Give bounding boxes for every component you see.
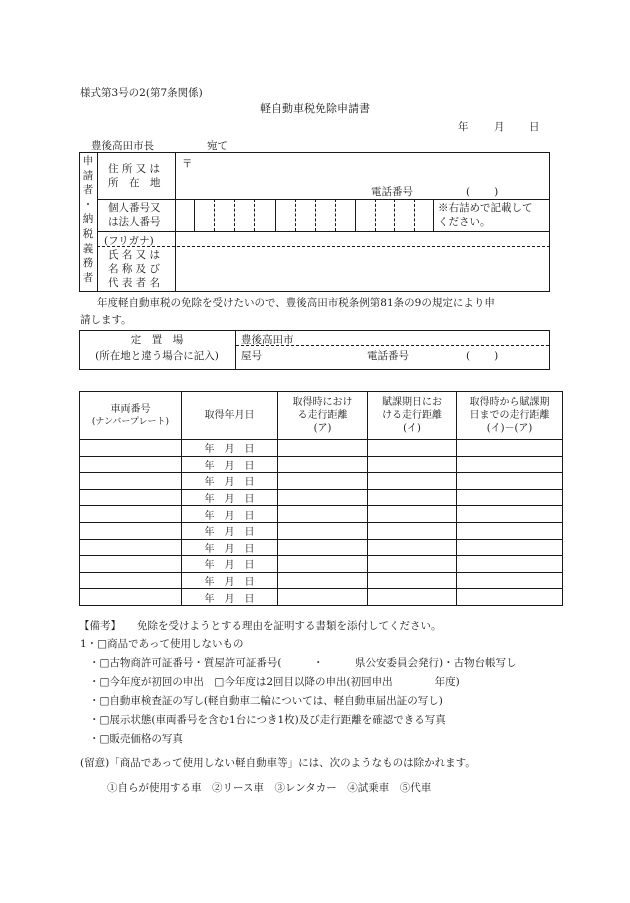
date-day-label: 日	[244, 477, 255, 489]
date-day-label: 日	[244, 510, 255, 522]
vehicle-number-cell[interactable]	[80, 473, 182, 490]
date-month-label: 月	[224, 560, 235, 572]
acquisition-date-cell[interactable]	[182, 506, 278, 523]
vehicle-number-cell[interactable]	[80, 440, 182, 457]
mileage-assessment-cell[interactable]	[368, 473, 457, 490]
mileage-acquisition-cell[interactable]	[278, 522, 368, 539]
remarks-bullet-3: ・□自動車検査証の写し(軽自動車二輪については、軽自動車届出証の写し)	[89, 695, 443, 707]
mileage-difference-cell[interactable]	[457, 522, 563, 539]
mileage-acquisition-cell[interactable]	[278, 440, 368, 457]
header-vehicle-number: 車両番号 (ナンバープレート)	[80, 392, 182, 440]
header-mileage-assessment: 賦課期日にお ける走行距離 (イ)	[368, 392, 457, 440]
vehicle-number-cell[interactable]	[80, 489, 182, 506]
remarks-bullet-4: ・□展示状態(車両番号を含む1台につき1枚)及び走行距離を確認できる写真	[89, 714, 446, 726]
id-number-label: 個人番号又 は法人番号	[108, 202, 161, 228]
vehicle-row	[80, 456, 563, 473]
mileage-acquisition-cell[interactable]	[278, 473, 368, 490]
vehicle-row	[80, 506, 563, 523]
mileage-assessment-cell[interactable]	[368, 556, 457, 573]
vehicle-row	[80, 539, 563, 556]
mileage-acquisition-cell[interactable]	[278, 539, 368, 556]
storage-phone-parens: ( )	[466, 350, 500, 362]
note-text: (留意)「商品であって使用しない軽自動車等」には、次のようなものは除かれます。	[80, 757, 476, 769]
acquisition-date-cell[interactable]	[182, 572, 278, 589]
date-day-label: 日	[244, 543, 255, 555]
date-month-label: 月	[224, 577, 235, 589]
storage-phone-label: 電話番号	[367, 350, 409, 362]
vehicle-number-cell[interactable]	[80, 506, 182, 523]
date-year-label: 年	[204, 543, 215, 555]
date-month-label: 月	[224, 477, 235, 489]
mileage-acquisition-cell[interactable]	[278, 556, 368, 573]
header-acquisition-date: 取得年月日	[182, 392, 278, 440]
date-year-label: 年	[458, 121, 469, 133]
date-day-label: 日	[244, 460, 255, 472]
date-day-label: 日	[244, 560, 255, 572]
remarks-item1: 1・□商品であって使用しないもの	[80, 638, 244, 650]
vehicle-row	[80, 473, 563, 490]
vehicle-number-cell[interactable]	[80, 539, 182, 556]
mileage-assessment-cell[interactable]	[368, 489, 457, 506]
mileage-assessment-cell[interactable]	[368, 440, 457, 457]
date-year-label: 年	[204, 577, 215, 589]
name-label: 氏 名 又 は 名 称 及 び 代 表 者 名	[108, 249, 161, 289]
mileage-acquisition-cell[interactable]	[278, 572, 368, 589]
request-text-line2: 請します。	[80, 314, 132, 326]
date-day-label: 日	[244, 494, 255, 506]
note-examples: ①自らが使用する車 ②リース車 ③レンタカー ④試乗車 ⑤代車	[107, 782, 432, 794]
applicant-phone-label: 電話番号	[371, 186, 413, 198]
mileage-difference-cell[interactable]	[457, 556, 563, 573]
mileage-acquisition-cell[interactable]	[278, 506, 368, 523]
date-year-label: 年	[204, 494, 215, 506]
vehicle-number-cell[interactable]	[80, 556, 182, 573]
acquisition-date-cell[interactable]	[182, 556, 278, 573]
date-day-label: 日	[529, 121, 540, 133]
document-title: 軽自動車税免除申請書	[260, 102, 370, 115]
acquisition-date-cell[interactable]	[182, 522, 278, 539]
mileage-assessment-cell[interactable]	[368, 506, 457, 523]
mileage-difference-cell[interactable]	[457, 572, 563, 589]
postal-mark: 〒	[182, 158, 193, 170]
date-day-label: 日	[244, 577, 255, 589]
storage-house-label: 屋号	[241, 350, 262, 362]
remarks-bullet-1: ・□古物商許可証番号・質屋許可証番号( ・ 県公安委員会発行)・古物台帳写し	[89, 657, 517, 669]
vehicle-row	[80, 556, 563, 573]
storage-label-main: 定 置 場	[130, 334, 184, 346]
date-month-label: 月	[224, 543, 235, 555]
mileage-difference-cell[interactable]	[457, 589, 563, 606]
vehicle-number-cell[interactable]	[80, 589, 182, 606]
date-day-label: 日	[244, 593, 255, 605]
vehicle-number-cell[interactable]	[80, 456, 182, 473]
applicant-phone-parens: ( )	[466, 186, 500, 198]
vehicle-row	[80, 489, 563, 506]
remarks-label: 【備考】	[79, 620, 121, 632]
acquisition-date-cell[interactable]	[182, 539, 278, 556]
header-mileage-acquisition: 取得時におけ る走行距離 (ア)	[278, 392, 368, 440]
mileage-acquisition-cell[interactable]	[278, 589, 368, 606]
form-number: 様式第3号の2(第7条関係)	[80, 87, 203, 99]
date-month-label: 月	[224, 460, 235, 472]
header-mileage-difference: 取得時から賦課期 日までの走行距離 (イ)－(ア)	[457, 392, 563, 440]
date-month-label: 月	[494, 121, 505, 133]
mileage-acquisition-cell[interactable]	[278, 489, 368, 506]
date-month-label: 月	[224, 593, 235, 605]
mileage-difference-cell[interactable]	[457, 539, 563, 556]
date-year-label: 年	[204, 510, 215, 522]
date-year-label: 年	[204, 593, 215, 605]
mileage-assessment-cell[interactable]	[368, 522, 457, 539]
mileage-difference-cell[interactable]	[457, 456, 563, 473]
storage-label-sub: (所在地と違う場合に記入)	[95, 350, 219, 362]
date-month-label: 月	[224, 510, 235, 522]
vehicle-row	[80, 522, 563, 539]
mileage-difference-cell[interactable]	[457, 506, 563, 523]
acquisition-date-cell[interactable]	[182, 489, 278, 506]
remarks-text: 免除を受けようとする理由を証明する書類を添付してください。	[137, 620, 442, 632]
acquisition-date-cell[interactable]	[182, 456, 278, 473]
vehicle-table-header	[80, 392, 563, 440]
request-text-line1: 年度軽自動車税の免除を受けたいので、豊後高田市税条例第81条の9の規定により申	[97, 297, 495, 309]
address-label: 住 所 又 は 所 在 地	[108, 163, 161, 189]
remarks-bullet-5: ・□販売価格の写真	[89, 733, 183, 745]
applicant-side-label: 申 請 者 ・ 納 税 義 務 者	[82, 155, 94, 284]
mileage-assessment-cell[interactable]	[368, 456, 457, 473]
vehicle-number-cell[interactable]	[80, 572, 182, 589]
mileage-difference-cell[interactable]	[457, 473, 563, 490]
date-year-label: 年	[204, 527, 215, 539]
date-month-label: 月	[224, 444, 235, 456]
addressee-suffix: 宛て	[207, 140, 228, 152]
mileage-assessment-cell[interactable]	[368, 589, 457, 606]
vehicle-row	[80, 572, 563, 589]
date-year-label: 年	[204, 460, 215, 472]
acquisition-date-cell[interactable]	[182, 440, 278, 457]
acquisition-date-cell[interactable]	[182, 473, 278, 490]
date-day-label: 日	[244, 527, 255, 539]
date-day-label: 日	[244, 444, 255, 456]
remarks-bullet-2: ・□今年度が初回の申出 □今年度は2回目以降の申出(初回申出 年度)	[89, 676, 460, 688]
mileage-assessment-cell[interactable]	[368, 572, 457, 589]
mileage-difference-cell[interactable]	[457, 440, 563, 457]
vehicle-table	[79, 391, 563, 606]
id-number-note: ※右詰めで記載して ください。	[438, 202, 533, 228]
furigana-label: (フリガナ)	[104, 235, 154, 247]
acquisition-date-cell[interactable]	[182, 589, 278, 606]
mileage-difference-cell[interactable]	[457, 489, 563, 506]
mileage-acquisition-cell[interactable]	[278, 456, 368, 473]
addressee-name: 豊後高田市長	[91, 140, 154, 152]
storage-city: 豊後高田市	[241, 334, 294, 346]
date-year-label: 年	[204, 477, 215, 489]
date-month-label: 月	[224, 527, 235, 539]
date-year-label: 年	[204, 560, 215, 572]
mileage-assessment-cell[interactable]	[368, 539, 457, 556]
vehicle-number-cell[interactable]	[80, 522, 182, 539]
date-month-label: 月	[224, 494, 235, 506]
vehicle-row	[80, 440, 563, 457]
vehicle-row	[80, 589, 563, 606]
date-year-label: 年	[204, 444, 215, 456]
